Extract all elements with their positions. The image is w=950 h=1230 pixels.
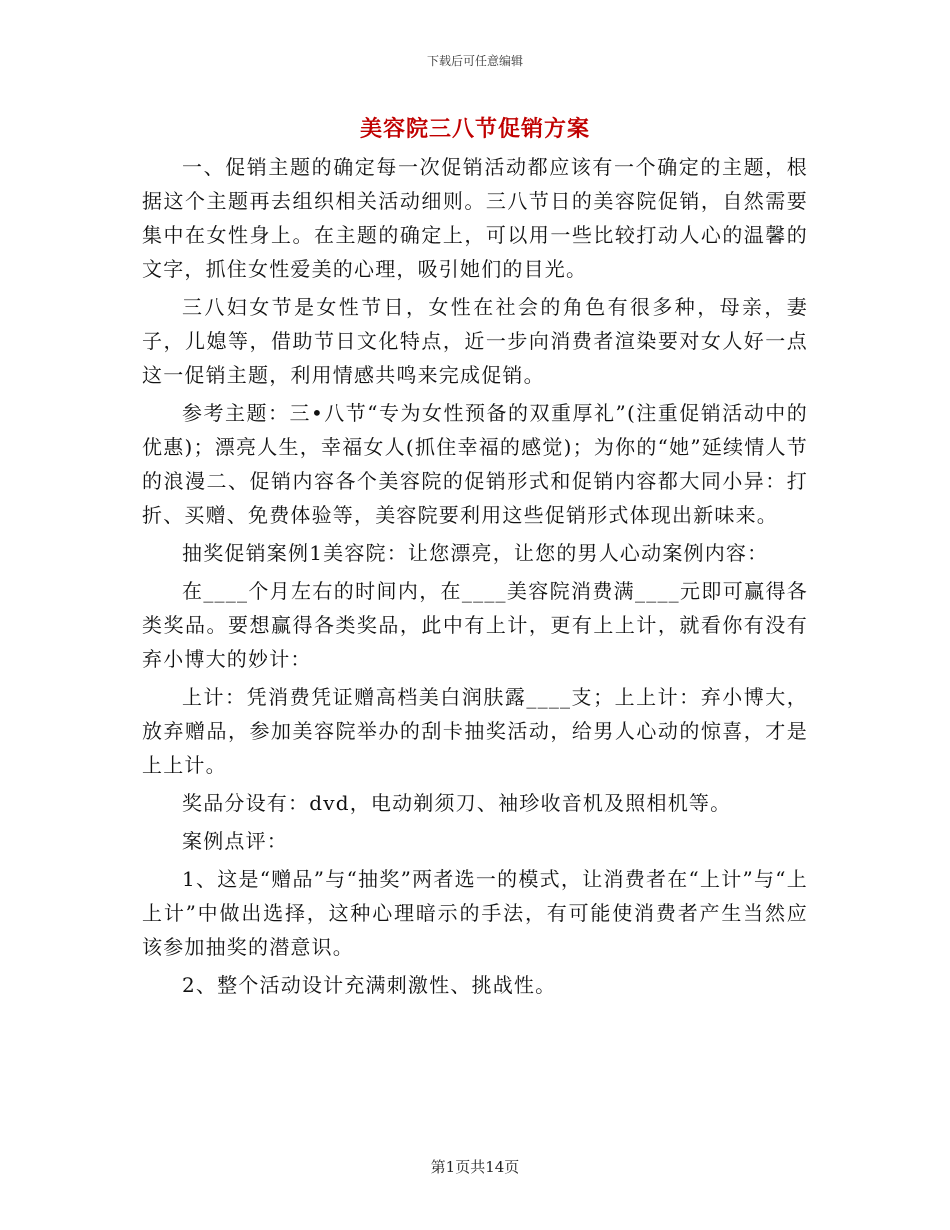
paragraph-case-content: 在____个月左右的时间内，在____美容院消费满____元即可赢得各类奖品。要想赢得各类奖品，此中有上计，更有上上计，就看你有没有弃小博大的妙计： — [142, 579, 808, 671]
paragraph-promotion-theme: 一、促销主题的确定每一次促销活动都应该有一个确定的主题，根据这个主题再去组织相关活动细则。三八节日的美容院促销，自然需要集中在女性身上。在主题的确定上，可以用一些比较打动人心的温馨的文字，抓住女性爱美的心理，吸引她们的目光。 — [142, 155, 808, 281]
paragraph-case-review: 案例点评： — [182, 829, 288, 853]
paragraph-womens-day: 三八妇女节是女性节日，女性在社会的角色有很多种，母亲，妻子，儿媳等，借助节日文化特点，近一步向消费者渲染要对女人好一点这一促销主题，利用情感共鸣来完成促销。 — [142, 295, 808, 387]
document-title: 美容院三八节促销方案 — [359, 116, 590, 142]
paragraph-reference-themes: 参考主题：三•八节“专为女性预备的双重厚礼”(注重促销活动中的优惠)；漂亮人生，幸福女人(抓住幸福的感觉)；为你的“她”延续情人节的浪漫二、促销内容各个美容院的促销形式和促销内容都大同小异：打折、买赠、免费体验等，美容院要利用这些促销形式体现出新味来。 — [142, 401, 808, 527]
paragraph-review-point-1: 1、这是“赠品”与“抽奖”两者选一的模式，让消费者在“上计”与“上上计”中做出选择，这种心理暗示的手法，有可能使消费者产生当然应该参加抽奖的潜意识。 — [142, 867, 808, 959]
paragraph-plans: 上计：凭消费凭证赠高档美白润肤露____支；上上计：弃小博大，放弃赠品，参加美容院举办的刮卡抽奖活动，给男人心动的惊喜，才是上上计。 — [142, 685, 808, 777]
document-body — [142, 150, 808, 1006]
page-footer: 第1页共14页 — [430, 1158, 520, 1176]
page-header: 下载后可任意编辑 — [426, 54, 523, 68]
paragraph-lottery-case: 抽奖促销案例1美容院：让您漂亮，让您的男人心动案例内容： — [182, 541, 769, 565]
paragraph-prizes: 奖品分设有：dvd，电动剃须刀、袖珍收音机及照相机等。 — [182, 791, 732, 815]
paragraph-review-point-2: 2、整个活动设计充满刺激性、挑战性。 — [182, 973, 557, 997]
